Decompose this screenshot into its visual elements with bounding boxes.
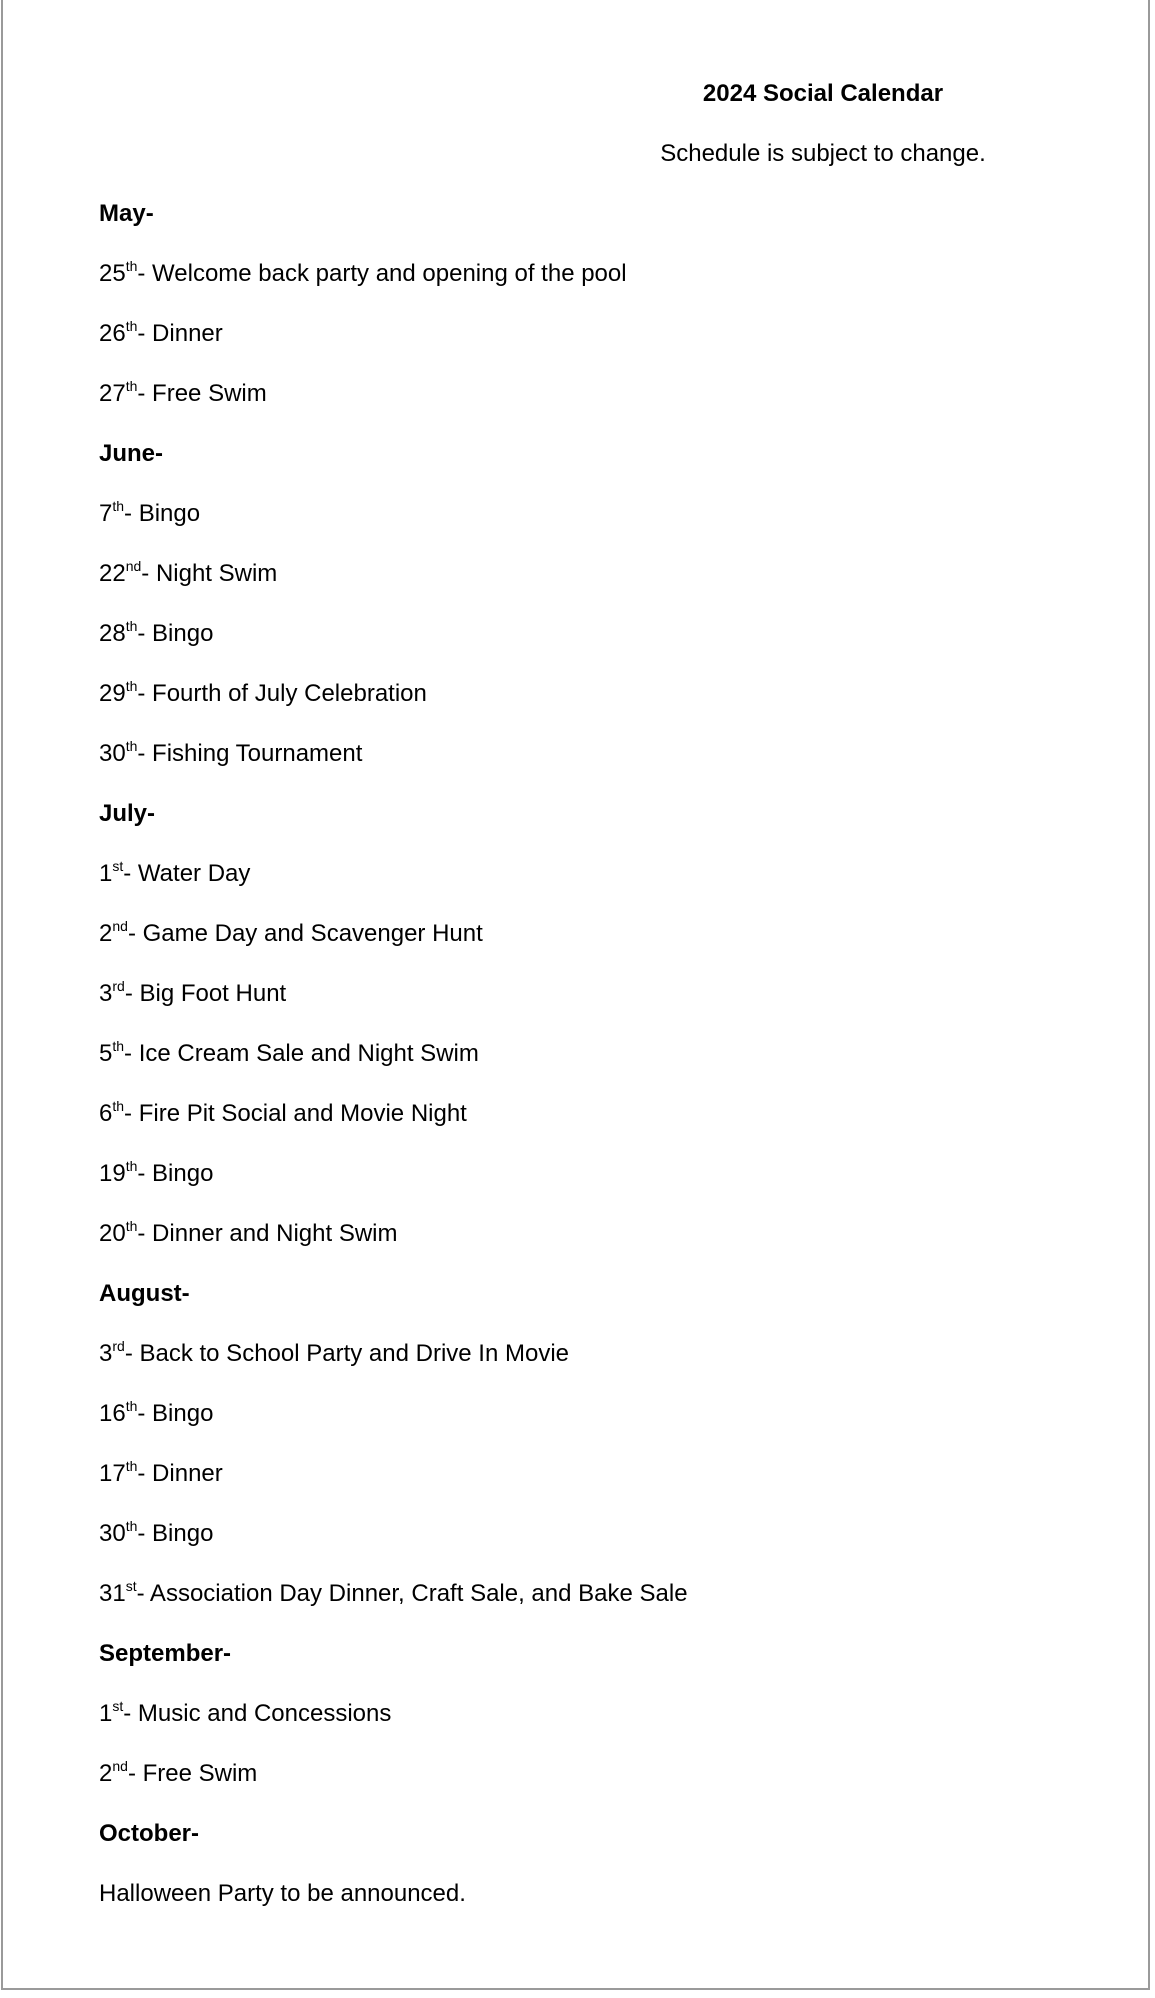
page-subtitle: Schedule is subject to change.	[660, 140, 986, 167]
event-day: 25	[99, 260, 126, 287]
event-day: 3	[99, 980, 113, 1007]
month-heading: September-	[99, 1640, 232, 1667]
event-ordinal: th	[112, 1038, 125, 1054]
event-line	[99, 1338, 1099, 1398]
event-day: 3	[99, 1340, 113, 1367]
event-line	[99, 1458, 1099, 1518]
event-line	[99, 1098, 1099, 1158]
event-day: 1	[99, 860, 113, 887]
event-day: 20	[99, 1220, 126, 1247]
event-text: Halloween Party to be announced.	[99, 1880, 466, 1907]
event-day: 7	[99, 500, 113, 527]
event-day: 30	[99, 1520, 126, 1547]
event-ordinal: th	[125, 258, 138, 274]
event-text: - Music and Concessions	[123, 1700, 392, 1727]
event-ordinal: th	[112, 498, 125, 514]
event-text: - Free Swim	[127, 1760, 258, 1787]
event-text: - Dinner and Night Swim	[137, 1220, 398, 1247]
event-ordinal: nd	[125, 558, 142, 574]
month-heading: May-	[99, 200, 154, 227]
event-ordinal: st	[112, 1698, 124, 1714]
event-text: - Bingo	[124, 500, 201, 527]
event-ordinal: th	[125, 378, 138, 394]
event-day: 26	[99, 320, 126, 347]
event-ordinal: th	[125, 1458, 138, 1474]
event-day: 22	[99, 560, 126, 587]
event-text: - Bingo	[137, 1160, 214, 1187]
event-day: 6	[99, 1100, 113, 1127]
event-text: - Fourth of July Celebration	[137, 680, 427, 707]
event-text: - Fishing Tournament	[137, 740, 363, 767]
event-text: - Association Day Dinner, Craft Sale, and Bake Sale	[136, 1580, 688, 1607]
month-heading: June-	[99, 440, 164, 467]
event-day: 5	[99, 1040, 113, 1067]
event-ordinal: th	[125, 738, 138, 754]
event-text: - Fire Pit Social and Movie Night	[124, 1100, 467, 1127]
event-text: - Bingo	[137, 1400, 214, 1427]
event-ordinal: st	[125, 1578, 137, 1594]
event-text: - Back to School Party and Drive In Movie	[124, 1340, 569, 1367]
event-ordinal: nd	[112, 1758, 128, 1774]
event-text: - Welcome back party and opening of the pool	[137, 260, 627, 287]
event-line	[99, 1398, 1099, 1458]
event-text: - Free Swim	[137, 380, 267, 407]
event-text: - Water Day	[123, 860, 251, 887]
event-ordinal: rd	[112, 978, 125, 994]
event-day: 1	[99, 1700, 113, 1727]
event-line	[99, 498, 1099, 558]
event-ordinal: th	[125, 1398, 138, 1414]
event-ordinal: th	[125, 618, 138, 634]
event-day: 27	[99, 380, 126, 407]
event-line	[99, 1758, 1099, 1818]
event-line	[99, 1518, 1099, 1578]
event-ordinal: th	[125, 1218, 138, 1234]
event-day: 16	[99, 1400, 126, 1427]
event-line	[99, 1698, 1099, 1758]
event-ordinal: th	[125, 1518, 138, 1534]
event-ordinal: th	[125, 678, 138, 694]
event-ordinal: th	[125, 1158, 138, 1174]
event-day: 17	[99, 1460, 126, 1487]
event-line	[99, 738, 1099, 798]
event-line	[99, 258, 1099, 318]
event-line	[99, 918, 1099, 978]
event-ordinal: rd	[112, 1338, 125, 1354]
event-text: - Dinner	[137, 320, 223, 347]
event-text: - Ice Cream Sale and Night Swim	[124, 1040, 479, 1067]
event-day: 29	[99, 680, 126, 707]
event-line	[99, 558, 1099, 618]
event-day: 28	[99, 620, 126, 647]
event-line	[99, 1578, 1099, 1638]
event-line	[99, 1878, 1099, 1938]
event-line	[99, 1038, 1099, 1098]
month-heading: August-	[99, 1280, 190, 1307]
calendar-content	[99, 198, 1099, 1938]
event-ordinal: nd	[112, 918, 128, 934]
event-line	[99, 1218, 1099, 1278]
month-heading: October-	[99, 1820, 200, 1847]
event-text: - Bingo	[137, 1520, 214, 1547]
event-text: - Big Foot Hunt	[124, 980, 287, 1007]
event-line	[99, 858, 1099, 918]
event-line	[99, 318, 1099, 378]
event-line	[99, 978, 1099, 1038]
event-text: - Bingo	[137, 620, 214, 647]
event-day: 2	[99, 1760, 113, 1787]
month-heading: July-	[99, 800, 156, 827]
event-day: 30	[99, 740, 126, 767]
event-line	[99, 1158, 1099, 1218]
event-ordinal: th	[112, 1098, 125, 1114]
page-title: 2024 Social Calendar	[702, 80, 944, 107]
event-line	[99, 678, 1099, 738]
event-day: 19	[99, 1160, 126, 1187]
event-text: - Dinner	[137, 1460, 223, 1487]
event-ordinal: st	[112, 858, 124, 874]
event-line	[99, 378, 1099, 438]
event-line	[99, 618, 1099, 678]
event-text: - Night Swim	[141, 560, 278, 587]
document-page	[1, 0, 1150, 1990]
event-day: 2	[99, 920, 113, 947]
event-day: 31	[99, 1580, 126, 1607]
event-ordinal: th	[125, 318, 138, 334]
event-text: - Game Day and Scavenger Hunt	[127, 920, 483, 947]
